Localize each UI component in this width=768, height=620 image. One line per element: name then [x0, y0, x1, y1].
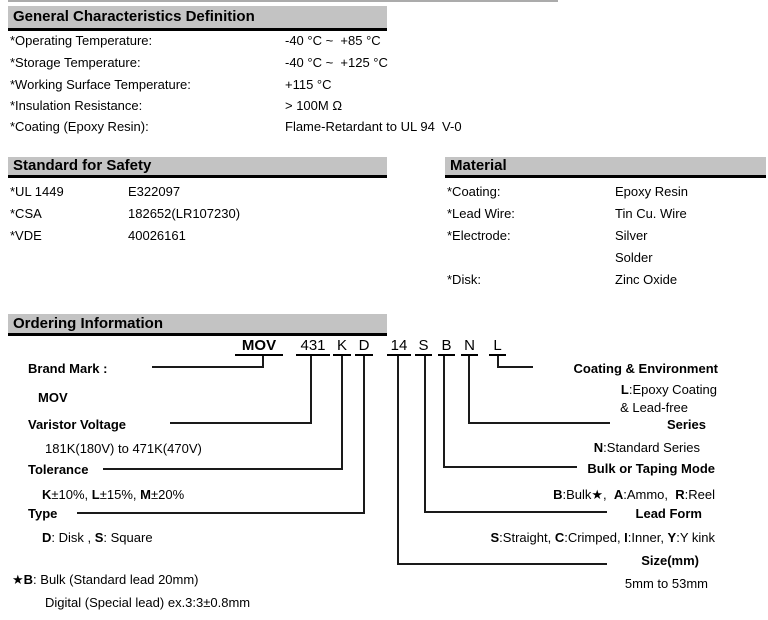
row-label: *Insulation Resistance: [10, 98, 143, 113]
connector-size-v [397, 356, 399, 565]
type-values [42, 530, 153, 545]
row-label: *Coating: [447, 184, 501, 199]
footnote-text: : Bulk (Standard lead 20mm) [33, 572, 199, 587]
row-value: Epoxy Resin [615, 184, 688, 199]
connector-type-v [363, 356, 365, 514]
tolerance-code: K [42, 487, 52, 502]
tolerance-text: ±20% [150, 487, 185, 502]
star-icon: ★ [12, 572, 24, 587]
series-text: :Standard Series [603, 440, 700, 455]
connector-size-h [397, 563, 607, 565]
row-value: Tin Cu. Wire [615, 206, 687, 221]
coating-env-label: Coating & Environment [573, 361, 718, 376]
part-code-series: N [461, 337, 478, 356]
lead-form-values [491, 530, 716, 545]
part-code-type: D [355, 337, 373, 356]
tolerance-code: M [140, 487, 151, 502]
connector-voltage-h [170, 422, 312, 424]
leadform-text: :Crimped, [564, 530, 625, 545]
coating-text: :Epoxy Coating [628, 382, 717, 397]
bulk-footnote-line2: Digital (Special lead) ex.3:3±0.8mm [45, 595, 251, 610]
leadform-text: :Straight, [499, 530, 555, 545]
row-value: Solder [615, 250, 653, 265]
row-value: Zinc Oxide [615, 272, 678, 287]
row-label: *Coating (Epoxy Resin): [10, 119, 149, 134]
type-text: : Disk , [51, 530, 95, 545]
part-code-bulk: B [438, 337, 455, 356]
section-header-general: General Characteristics Definition [8, 6, 387, 31]
row-label: *UL 1449 [10, 184, 64, 199]
type-label: Type [28, 506, 58, 521]
bulk-taping-label: Bulk or Taping Mode [587, 461, 715, 476]
bulk-code: B [553, 487, 563, 502]
coating-env-value2: & Lead-free [620, 400, 688, 415]
type-text: : Square [103, 530, 153, 545]
bulk-code: R [675, 487, 685, 502]
row-label: *Working Surface Temperature: [10, 77, 191, 92]
connector-tolerance-v [341, 356, 343, 470]
connector-brand-h [152, 366, 264, 368]
lead-form-label: Lead Form [635, 506, 702, 521]
row-label: *Lead Wire: [447, 206, 515, 221]
tolerance-text: ±10%, [51, 487, 92, 502]
connector-type-h [77, 512, 365, 514]
row-value: -40 °C ~ +85 °C [285, 33, 381, 48]
row-label: *Electrode: [447, 228, 511, 243]
connector-bulk-v [443, 356, 445, 468]
connector-series-v [468, 356, 470, 424]
tolerance-values [42, 487, 184, 502]
part-code-tolerance: K [333, 337, 351, 356]
tolerance-text: ±15%, [99, 487, 141, 502]
size-range: 5mm to 53mm [624, 576, 708, 591]
row-label: *VDE [10, 228, 42, 243]
brand-mark-label: Brand Mark : [28, 361, 108, 376]
row-value: +115 °C [285, 77, 332, 92]
leadform-code: S [490, 530, 500, 545]
section-header-ordering: Ordering Information [8, 314, 387, 336]
bulk-code: A [613, 487, 624, 502]
part-code-size: 14 [387, 337, 411, 356]
coating-code: L [620, 382, 629, 397]
brand-mark-value: MOV [38, 390, 68, 405]
varistor-voltage-label: Varistor Voltage [28, 417, 127, 432]
part-code-voltage: 431 [296, 337, 330, 356]
varistor-voltage-range: 181K(180V) to 471K(470V) [45, 441, 202, 456]
page-top-rule [8, 0, 558, 2]
size-label: Size(mm) [641, 553, 699, 568]
bulk-text: :Ammo, [623, 487, 676, 502]
connector-series-h [468, 422, 610, 424]
row-value: > 100M Ω [285, 98, 343, 113]
leadform-text: :Y kink [676, 530, 715, 545]
row-value: -40 °C ~ +125 °C [285, 55, 388, 70]
series-value [594, 440, 700, 455]
row-label: *Disk: [447, 272, 481, 287]
row-value: 182652(LR107230) [128, 206, 241, 221]
leadform-code: I [624, 530, 628, 545]
connector-leadform-h [424, 511, 607, 513]
type-code: S [94, 530, 104, 545]
row-label: *CSA [10, 206, 42, 221]
part-code-leadform: S [415, 337, 432, 356]
series-label: Series [666, 417, 706, 432]
connector-coating-h [497, 366, 533, 368]
row-label: *Storage Temperature: [10, 55, 141, 70]
section-header-material: Material [445, 157, 766, 178]
bulk-text: :Bulk★, [562, 487, 614, 502]
connector-bulk-h [443, 466, 577, 468]
bulk-footnote [12, 572, 199, 588]
tolerance-label: Tolerance [28, 462, 89, 477]
section-header-safety: Standard for Safety [8, 157, 387, 178]
row-value: Silver [615, 228, 648, 243]
connector-tolerance-h [103, 468, 343, 470]
leadform-code: C [554, 530, 565, 545]
footnote-code: B [23, 572, 34, 587]
row-value: 40026161 [128, 228, 186, 243]
part-code-brand: MOV [235, 337, 283, 356]
row-value: Flame-Retardant to UL 94 V-0 [285, 119, 462, 134]
row-value: E322097 [128, 184, 181, 199]
part-code-coating: L [489, 337, 506, 356]
coating-env-value [621, 382, 717, 397]
series-code: N [593, 440, 604, 455]
type-code: D [42, 530, 52, 545]
bulk-taping-values [553, 487, 715, 503]
connector-voltage-v [310, 356, 312, 424]
row-label: *Operating Temperature: [10, 33, 153, 48]
leadform-text: :Inner, [627, 530, 668, 545]
tolerance-code: L [91, 487, 100, 502]
connector-leadform-v [424, 356, 426, 513]
leadform-code: Y [667, 530, 677, 545]
bulk-text: :Reel [684, 487, 715, 502]
